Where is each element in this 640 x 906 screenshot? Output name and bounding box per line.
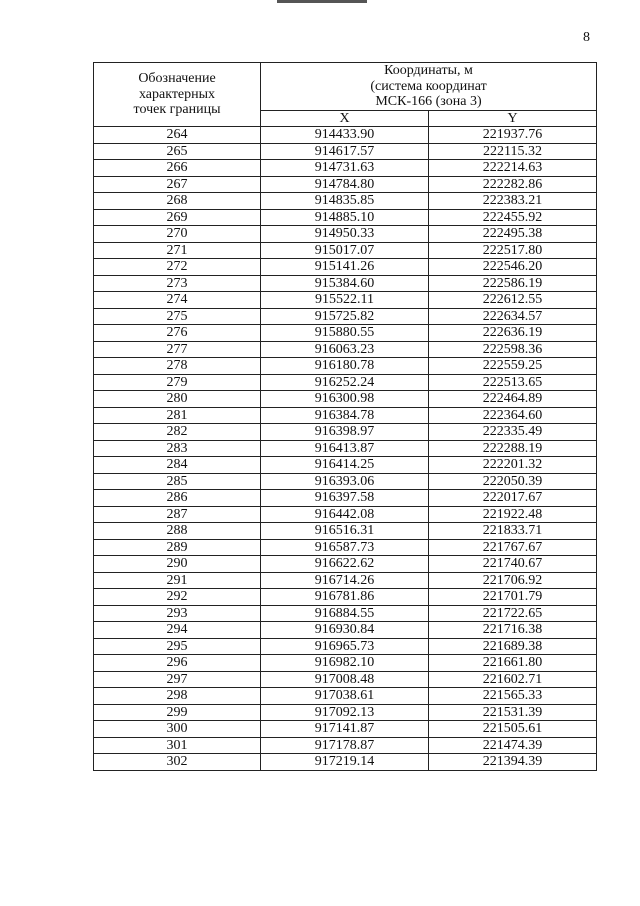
point-cell: 280 — [94, 391, 261, 408]
point-cell: 299 — [94, 704, 261, 721]
coords-header-line: (система координат — [370, 78, 487, 94]
table-row — [94, 275, 597, 292]
point-cell: 281 — [94, 407, 261, 424]
table-row — [94, 407, 597, 424]
y-cell: 222546.20 — [429, 259, 597, 276]
y-cell: 222282.86 — [429, 176, 597, 193]
point-cell: 297 — [94, 671, 261, 688]
coordinates-column-header — [261, 63, 597, 111]
x-cell: 915522.11 — [261, 292, 429, 309]
point-cell: 277 — [94, 341, 261, 358]
table-row — [94, 572, 597, 589]
table-row — [94, 440, 597, 457]
y-cell: 222214.63 — [429, 160, 597, 177]
y-cell: 221661.80 — [429, 655, 597, 672]
table-row — [94, 638, 597, 655]
x-cell: 916384.78 — [261, 407, 429, 424]
point-cell: 292 — [94, 589, 261, 606]
y-cell: 222383.21 — [429, 193, 597, 210]
x-cell: 915384.60 — [261, 275, 429, 292]
x-cell: 916982.10 — [261, 655, 429, 672]
point-cell: 298 — [94, 688, 261, 705]
table-row — [94, 457, 597, 474]
x-cell: 916393.06 — [261, 473, 429, 490]
x-cell: 916884.55 — [261, 605, 429, 622]
point-header-line: Обозначение — [138, 71, 216, 87]
x-cell: 914617.57 — [261, 143, 429, 160]
point-cell: 290 — [94, 556, 261, 573]
point-cell: 282 — [94, 424, 261, 441]
y-cell: 221937.76 — [429, 127, 597, 144]
x-cell: 915880.55 — [261, 325, 429, 342]
y-cell: 222513.65 — [429, 374, 597, 391]
y-cell: 222017.67 — [429, 490, 597, 507]
x-cell: 917038.61 — [261, 688, 429, 705]
y-cell: 221767.67 — [429, 539, 597, 556]
table-row — [94, 341, 597, 358]
table-row — [94, 754, 597, 771]
table-row — [94, 506, 597, 523]
table-row — [94, 292, 597, 309]
x-cell: 916930.84 — [261, 622, 429, 639]
x-cell: 916622.62 — [261, 556, 429, 573]
table-row — [94, 226, 597, 243]
y-column-header: Y — [429, 110, 597, 127]
y-cell: 221722.65 — [429, 605, 597, 622]
point-cell: 269 — [94, 209, 261, 226]
y-cell: 222634.57 — [429, 308, 597, 325]
y-cell: 222455.92 — [429, 209, 597, 226]
point-cell: 279 — [94, 374, 261, 391]
y-cell: 222288.19 — [429, 440, 597, 457]
y-cell: 221922.48 — [429, 506, 597, 523]
point-cell: 270 — [94, 226, 261, 243]
x-cell: 916965.73 — [261, 638, 429, 655]
point-cell: 272 — [94, 259, 261, 276]
table-row — [94, 721, 597, 738]
y-cell: 221740.67 — [429, 556, 597, 573]
table-row — [94, 424, 597, 441]
point-cell: 288 — [94, 523, 261, 540]
x-cell: 917092.13 — [261, 704, 429, 721]
x-cell: 916781.86 — [261, 589, 429, 606]
point-cell: 287 — [94, 506, 261, 523]
point-cell: 291 — [94, 572, 261, 589]
x-cell: 916063.23 — [261, 341, 429, 358]
y-cell: 222517.80 — [429, 242, 597, 259]
table-row — [94, 325, 597, 342]
point-cell: 289 — [94, 539, 261, 556]
x-cell: 916587.73 — [261, 539, 429, 556]
table-row — [94, 671, 597, 688]
y-cell: 221716.38 — [429, 622, 597, 639]
point-cell: 296 — [94, 655, 261, 672]
table-row — [94, 655, 597, 672]
point-cell: 286 — [94, 490, 261, 507]
x-cell: 916516.31 — [261, 523, 429, 540]
y-cell: 221602.71 — [429, 671, 597, 688]
point-cell: 293 — [94, 605, 261, 622]
x-cell: 916252.24 — [261, 374, 429, 391]
table-row — [94, 490, 597, 507]
y-cell: 222612.55 — [429, 292, 597, 309]
table-row — [94, 737, 597, 754]
point-cell: 278 — [94, 358, 261, 375]
y-cell: 222636.19 — [429, 325, 597, 342]
point-cell: 301 — [94, 737, 261, 754]
x-cell: 916714.26 — [261, 572, 429, 589]
point-cell: 264 — [94, 127, 261, 144]
point-cell: 268 — [94, 193, 261, 210]
point-cell: 284 — [94, 457, 261, 474]
y-cell: 222115.32 — [429, 143, 597, 160]
y-cell: 221531.39 — [429, 704, 597, 721]
table-row — [94, 523, 597, 540]
table-row — [94, 259, 597, 276]
x-cell: 914835.85 — [261, 193, 429, 210]
table-row — [94, 308, 597, 325]
point-cell: 295 — [94, 638, 261, 655]
x-cell: 916300.98 — [261, 391, 429, 408]
table-row — [94, 622, 597, 639]
x-cell: 914784.80 — [261, 176, 429, 193]
table-row — [94, 473, 597, 490]
table-row — [94, 704, 597, 721]
table-row — [94, 556, 597, 573]
y-cell: 221565.33 — [429, 688, 597, 705]
x-cell: 916413.87 — [261, 440, 429, 457]
point-cell: 271 — [94, 242, 261, 259]
y-cell: 222364.60 — [429, 407, 597, 424]
x-cell: 914950.33 — [261, 226, 429, 243]
point-cell: 274 — [94, 292, 261, 309]
table-row — [94, 143, 597, 160]
table-row — [94, 127, 597, 144]
y-cell: 221833.71 — [429, 523, 597, 540]
x-cell: 917219.14 — [261, 754, 429, 771]
table-row — [94, 688, 597, 705]
point-column-header — [94, 63, 261, 127]
y-cell: 221394.39 — [429, 754, 597, 771]
y-cell: 222586.19 — [429, 275, 597, 292]
y-cell: 222335.49 — [429, 424, 597, 441]
point-cell: 285 — [94, 473, 261, 490]
coords-header-line: МСК-166 (зона 3) — [375, 94, 482, 109]
table-row — [94, 176, 597, 193]
x-cell: 914433.90 — [261, 127, 429, 144]
table-row — [94, 160, 597, 177]
point-cell: 275 — [94, 308, 261, 325]
coordinates-table — [93, 62, 597, 771]
table-row — [94, 374, 597, 391]
y-cell: 222495.38 — [429, 226, 597, 243]
table-row — [94, 605, 597, 622]
table-row — [94, 358, 597, 375]
point-cell: 265 — [94, 143, 261, 160]
table-row — [94, 242, 597, 259]
top-rule — [277, 0, 367, 3]
x-cell: 916397.58 — [261, 490, 429, 507]
y-cell: 222050.39 — [429, 473, 597, 490]
x-cell: 916414.25 — [261, 457, 429, 474]
point-header-line: характерных — [138, 86, 216, 102]
x-cell: 916442.08 — [261, 506, 429, 523]
x-cell: 915725.82 — [261, 308, 429, 325]
point-cell: 273 — [94, 275, 261, 292]
x-cell: 916398.97 — [261, 424, 429, 441]
point-cell: 266 — [94, 160, 261, 177]
coords-header-line: Координаты, м — [384, 63, 473, 78]
x-cell: 914731.63 — [261, 160, 429, 177]
table-row — [94, 193, 597, 210]
table-body — [94, 127, 597, 771]
y-cell: 221689.38 — [429, 638, 597, 655]
y-cell: 222559.25 — [429, 358, 597, 375]
y-cell: 222464.89 — [429, 391, 597, 408]
x-cell: 916180.78 — [261, 358, 429, 375]
x-cell: 917008.48 — [261, 671, 429, 688]
point-cell: 276 — [94, 325, 261, 342]
point-cell: 294 — [94, 622, 261, 639]
x-cell: 914885.10 — [261, 209, 429, 226]
table-row — [94, 391, 597, 408]
x-cell: 915017.07 — [261, 242, 429, 259]
table-row — [94, 589, 597, 606]
y-cell: 221706.92 — [429, 572, 597, 589]
x-cell: 917178.87 — [261, 737, 429, 754]
y-cell: 222201.32 — [429, 457, 597, 474]
point-header-line: точек границы — [133, 102, 221, 118]
y-cell: 221701.79 — [429, 589, 597, 606]
table-row — [94, 539, 597, 556]
point-cell: 302 — [94, 754, 261, 771]
point-cell: 267 — [94, 176, 261, 193]
y-cell: 221505.61 — [429, 721, 597, 738]
y-cell: 222598.36 — [429, 341, 597, 358]
x-cell: 915141.26 — [261, 259, 429, 276]
point-cell: 300 — [94, 721, 261, 738]
point-cell: 283 — [94, 440, 261, 457]
x-cell: 917141.87 — [261, 721, 429, 738]
y-cell: 221474.39 — [429, 737, 597, 754]
x-column-header: X — [261, 110, 429, 127]
table-row — [94, 209, 597, 226]
page-number: 8 — [583, 30, 590, 45]
